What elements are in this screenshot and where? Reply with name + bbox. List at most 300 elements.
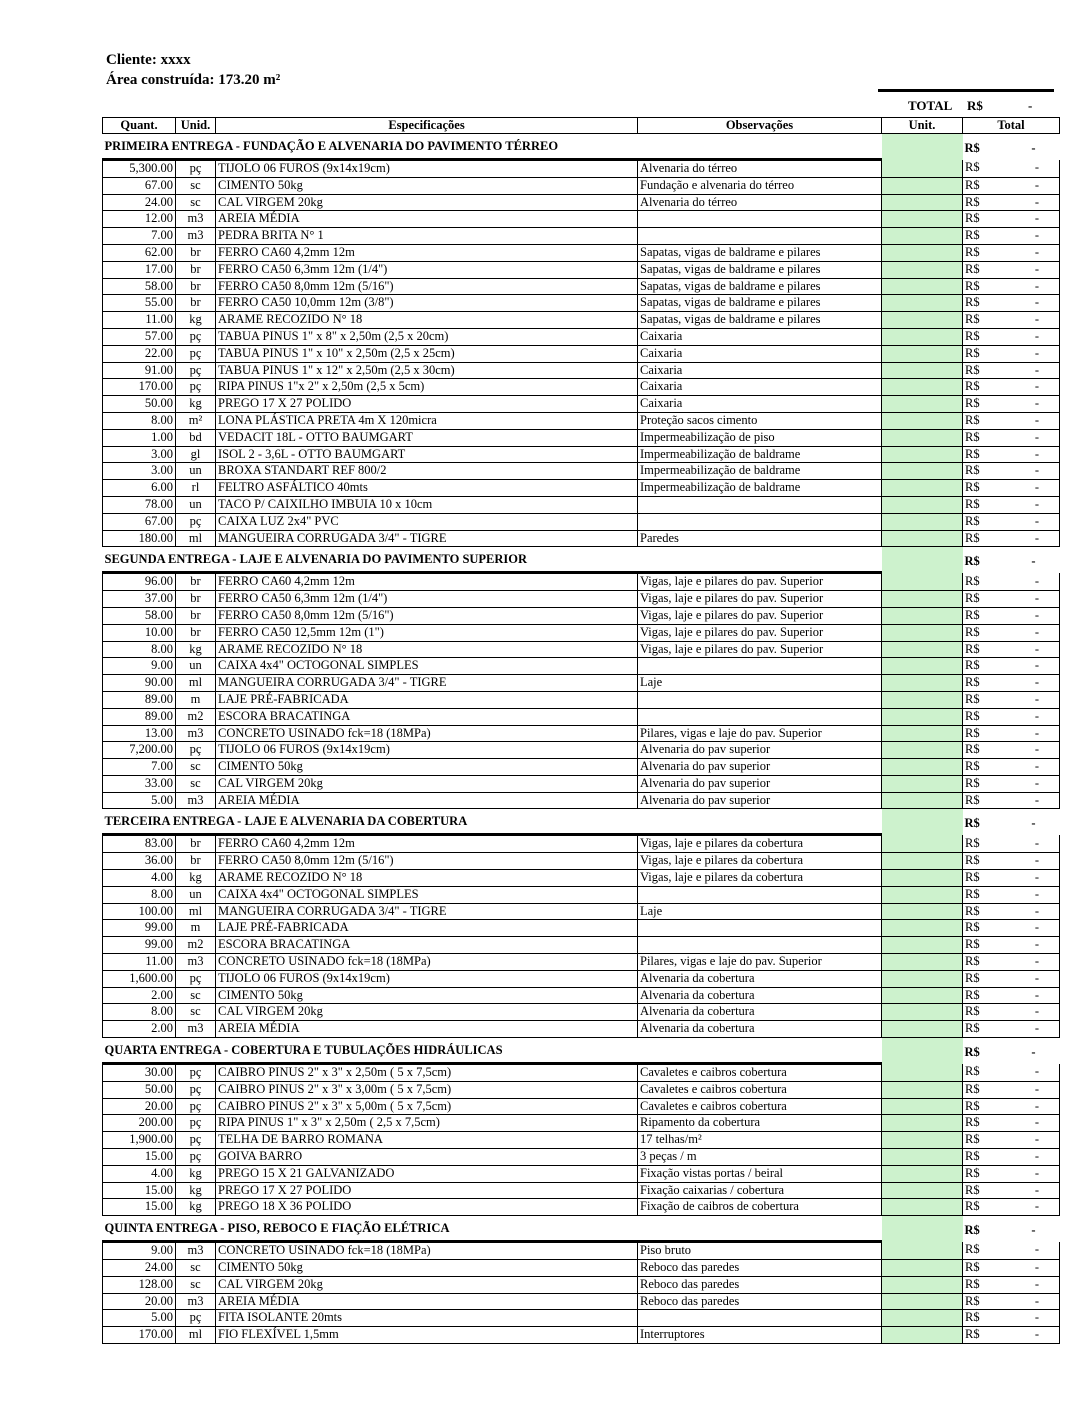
unit-price-cell[interactable] [882,954,963,971]
currency-label: R$ [965,1064,980,1079]
total-value: - [1034,177,1039,192]
currency-label: R$ [965,1132,980,1147]
quantity-cell: 200.00 [103,1115,176,1132]
unit-price-cell[interactable] [882,362,963,379]
table-row [103,759,1060,776]
observation-cell: Proteção sacos cimento [638,412,882,429]
unit-price-cell[interactable] [882,1242,963,1260]
total-value: - [1034,412,1039,427]
currency-label: R$ [964,1222,980,1237]
total-cell [963,920,1060,937]
table-row [103,345,1060,362]
unit-price-cell[interactable] [882,496,963,513]
unit-price-cell[interactable] [882,530,963,547]
unit-cell: pç [176,970,216,987]
currency-label: R$ [965,513,980,528]
currency-label: R$ [965,1004,980,1019]
total-value: - [1034,1098,1039,1113]
quantity-cell: 8.00 [103,412,176,429]
quantity-cell: 2.00 [103,1021,176,1038]
total-cell [963,530,1060,547]
table-row [103,261,1060,278]
table-row [103,312,1060,329]
observation-cell: Alvenaria do pav superior [638,759,882,776]
table-row [103,1327,1060,1344]
unit-cell: m [176,691,216,708]
unit-price-cell[interactable] [882,278,963,295]
observation-cell: Impermeabilização de baldrame [638,446,882,463]
table-row [103,295,1060,312]
unit-price-cell[interactable] [882,244,963,261]
total-cell [963,1199,1060,1216]
unit-price-cell[interactable] [882,607,963,624]
unit-cell: sc [176,987,216,1004]
unit-cell: pç [176,1115,216,1132]
observation-cell: Laje [638,903,882,920]
unit-price-cell[interactable] [882,792,963,809]
table-row [103,641,1060,658]
unit-price-cell[interactable] [882,624,963,641]
unit-cell: bd [176,429,216,446]
total-value: - [1034,244,1039,259]
currency-label: R$ [965,396,980,411]
currency-label: R$ [965,607,980,622]
currency-label: R$ [964,1044,980,1059]
total-value: - [1034,496,1039,511]
unit-cell: kg [176,1199,216,1216]
total-cell [963,446,1060,463]
quantity-cell: 89.00 [103,708,176,725]
unit-cell: un [176,658,216,675]
total-value: - [1034,920,1039,935]
currency-label: R$ [965,675,980,690]
unit-cell: m2 [176,708,216,725]
currency-label: R$ [965,853,980,868]
total-top-rule [878,89,1054,92]
total-value: - [1034,641,1039,656]
quantity-cell: 12.00 [103,211,176,228]
quantity-cell: 91.00 [103,362,176,379]
total-value: - [1034,1115,1039,1130]
unit-cell: ml [176,530,216,547]
unit-cell: sc [176,775,216,792]
currency-label: R$ [965,295,980,310]
total-cell [963,228,1060,245]
currency-label: R$ [965,920,980,935]
unit-price-cell[interactable] [882,177,963,194]
currency-label: R$ [965,244,980,259]
total-cell [963,1021,1060,1038]
unit-price-cell[interactable] [882,1149,963,1166]
observation-cell: Piso bruto [638,1242,882,1260]
specification-cell: FERRO CA60 4,2mm 12m [216,244,638,261]
specification-cell: TELHA DE BARRO ROMANA [216,1132,638,1149]
unit-price-cell[interactable] [882,1276,963,1293]
specification-cell: FITA ISOLANTE 20mts [216,1310,638,1327]
unit-price-cell[interactable] [882,480,963,497]
specification-cell: ESCORA BRACATINGA [216,937,638,954]
quantity-cell: 22.00 [103,345,176,362]
specification-cell: ARAME RECOZIDO N° 18 [216,641,638,658]
observation-cell: Cavaletes e caibros cobertura [638,1081,882,1098]
unit-cell: ml [176,1327,216,1344]
quantity-cell: 1,600.00 [103,970,176,987]
table-row [103,970,1060,987]
unit-price-cell[interactable] [882,328,963,345]
total-cell [963,1293,1060,1310]
observation-cell: Reboco das paredes [638,1260,882,1277]
unit-cell: m [176,920,216,937]
unit-price-cell[interactable] [882,920,963,937]
specification-cell: LAJE PRÉ-FABRICADA [216,691,638,708]
total-value: - [1034,362,1039,377]
quantity-cell: 67.00 [103,513,176,530]
quantity-cell: 99.00 [103,920,176,937]
quantity-cell: 1.00 [103,429,176,446]
currency-label: R$ [965,591,980,606]
total-cell [963,362,1060,379]
unit-cell: pç [176,1081,216,1098]
observation-cell: Sapatas, vigas de baldrame e pilares [638,261,882,278]
specification-cell: PREGO 15 X 21 GALVANIZADO [216,1165,638,1182]
specification-cell: FERRO CA50 8,0mm 12m (5/16") [216,607,638,624]
specification-cell: CIMENTO 50kg [216,1260,638,1277]
unit-price-cell[interactable] [882,261,963,278]
table-row [103,835,1060,853]
unit-cell: pç [176,1149,216,1166]
unit-price-cell[interactable] [882,1182,963,1199]
observation-cell: Caixaria [638,328,882,345]
total-value: - [1034,1260,1039,1275]
quantity-cell: 50.00 [103,396,176,413]
total-value: - [1034,607,1039,622]
unit-price-cell[interactable] [882,759,963,776]
total-value: - [1034,725,1039,740]
unit-cell: m3 [176,228,216,245]
total-cell [963,496,1060,513]
quantity-cell: 99.00 [103,937,176,954]
unit-price-cell[interactable] [882,1260,963,1277]
currency-label: R$ [964,140,980,155]
specification-cell: CAL VIRGEM 20kg [216,1276,638,1293]
observation-cell: Sapatas, vigas de baldrame e pilares [638,295,882,312]
unit-price-cell[interactable] [882,886,963,903]
table-row [103,903,1060,920]
currency-label: R$ [965,954,980,969]
currency-label: R$ [965,463,980,478]
specification-cell: TIJOLO 06 FUROS (9x14x19cm) [216,742,638,759]
quantity-cell: 4.00 [103,1165,176,1182]
section-header-row [103,1216,1060,1242]
col-header-especificacoes: Especificações [216,118,638,134]
total-value: - [1034,792,1039,807]
grand-total-value: - [1028,98,1033,113]
observation-cell: Vigas, laje e pilares do pav. Superior [638,607,882,624]
total-cell [963,937,1060,954]
specification-cell: MANGUEIRA CORRUGADA 3/4" - TIGRE [216,903,638,920]
unit-cell: br [176,278,216,295]
quantity-cell: 24.00 [103,1260,176,1277]
specification-cell: CAIXA 4x4" OCTOGONAL SIMPLES [216,658,638,675]
total-cell [963,742,1060,759]
unit-price-cell[interactable] [882,211,963,228]
currency-label: R$ [965,1242,980,1257]
total-value: - [1034,1081,1039,1096]
observation-cell [638,886,882,903]
unit-price-cell[interactable] [882,937,963,954]
quantity-cell: 5.00 [103,792,176,809]
unit-price-cell[interactable] [882,194,963,211]
specification-cell: TABUA PINUS 1" x 10" x 2,50m (2,5 x 25cm) [216,345,638,362]
currency-label: R$ [965,480,980,495]
specification-cell: TIJOLO 06 FUROS (9x14x19cm) [216,970,638,987]
total-value: - [1034,1165,1039,1180]
section-title: QUARTA ENTREGA - COBERTURA E TUBULAÇÕES HIDRÁULICAS [103,1038,882,1064]
unit-price-cell[interactable] [882,160,963,178]
unit-price-cell[interactable] [882,1310,963,1327]
quantity-cell: 20.00 [103,1293,176,1310]
table-row [103,1199,1060,1216]
table-row [103,1293,1060,1310]
specification-cell: ARAME RECOZIDO N° 18 [216,870,638,887]
unit-cell: m3 [176,954,216,971]
unit-price-cell[interactable] [882,1004,963,1021]
total-value: - [1034,759,1039,774]
currency-label: R$ [965,1081,980,1096]
specification-cell: PREGO 17 X 27 POLIDO [216,1182,638,1199]
unit-price-cell[interactable] [882,775,963,792]
unit-price-cell[interactable] [882,429,963,446]
col-header-quant: Quant. [103,118,176,134]
unit-cell: un [176,886,216,903]
unit-price-cell[interactable] [882,987,963,1004]
specification-cell: FERRO CA50 8,0mm 12m (5/16") [216,278,638,295]
unit-price-cell[interactable] [882,573,963,591]
unit-cell: kg [176,396,216,413]
quantity-cell: 36.00 [103,853,176,870]
unit-price-cell[interactable] [882,446,963,463]
observation-cell: Alvenaria do pav superior [638,792,882,809]
unit-price-cell[interactable] [882,691,963,708]
currency-label: R$ [965,261,980,276]
unit-cell: br [176,244,216,261]
table-row [103,691,1060,708]
unit-price-cell[interactable] [882,870,963,887]
section-header-row [103,547,1060,573]
table-row [103,177,1060,194]
observation-cell [638,920,882,937]
total-value: - [1034,1021,1039,1036]
section-total-cell [963,809,1060,835]
specification-cell: FERRO CA60 4,2mm 12m [216,835,638,853]
unit-price-cell[interactable] [882,396,963,413]
unit-price-cell[interactable] [882,675,963,692]
unit-price-cell[interactable] [882,513,963,530]
currency-label: R$ [965,1098,980,1113]
specification-cell: FERRO CA50 6,3mm 12m (1/4") [216,261,638,278]
table-row [103,1021,1060,1038]
observation-cell: 3 peças / m [638,1149,882,1166]
observation-cell: Vigas, laje e pilares do pav. Superior [638,591,882,608]
table-row [103,1064,1060,1082]
total-cell [963,870,1060,887]
total-cell [963,607,1060,624]
quantity-cell: 8.00 [103,641,176,658]
observation-cell: Alvenaria da cobertura [638,1021,882,1038]
section-total-cell [963,134,1060,160]
unit-price-cell[interactable] [882,708,963,725]
total-value: - [1034,312,1039,327]
table-row [103,379,1060,396]
unit-price-cell[interactable] [882,312,963,329]
observation-cell: 17 telhas/m² [638,1132,882,1149]
total-value: - [1034,1310,1039,1325]
total-cell [963,160,1060,178]
unit-price-cell[interactable] [882,1165,963,1182]
table-row [103,607,1060,624]
observation-cell: Laje [638,675,882,692]
unit-price-cell[interactable] [882,1199,963,1216]
observation-cell [638,708,882,725]
total-value: - [1034,429,1039,444]
table-row [103,987,1060,1004]
table-row [103,658,1060,675]
unit-price-cell[interactable] [882,1132,963,1149]
total-cell [963,792,1060,809]
unit-price-cell[interactable] [882,903,963,920]
specification-cell: AREIA MÉDIA [216,211,638,228]
total-value: - [1034,1132,1039,1147]
unit-price-cell[interactable] [882,835,963,853]
quantity-cell: 90.00 [103,675,176,692]
quantity-cell: 128.00 [103,1276,176,1293]
unit-price-cell[interactable] [882,1115,963,1132]
total-value: - [1034,954,1039,969]
unit-cell: br [176,261,216,278]
currency-label: R$ [965,987,980,1002]
quantity-cell: 9.00 [103,1242,176,1260]
unit-cell: pç [176,379,216,396]
observation-cell: Caixaria [638,396,882,413]
unit-cell: sc [176,177,216,194]
quantity-cell: 67.00 [103,177,176,194]
table-row [103,1081,1060,1098]
quantity-cell: 5,300.00 [103,160,176,178]
unit-price-cell[interactable] [882,345,963,362]
area-value: 173.20 m² [218,72,281,88]
unit-price-cell[interactable] [882,1081,963,1098]
unit-price-cell[interactable] [882,228,963,245]
quantity-cell: 180.00 [103,530,176,547]
observation-cell: Sapatas, vigas de baldrame e pilares [638,244,882,261]
observation-cell: Fixação de caibros de cobertura [638,1199,882,1216]
total-value: - [1034,160,1039,175]
unit-price-cell[interactable] [882,641,963,658]
section-header-row [103,809,1060,835]
total-cell [963,328,1060,345]
total-cell [963,412,1060,429]
unit-price-cell[interactable] [882,658,963,675]
quantity-cell: 96.00 [103,573,176,591]
observation-cell: Impermeabilização de baldrame [638,463,882,480]
unit-cell: rl [176,480,216,497]
observation-cell: Cavaletes e caibros cobertura [638,1098,882,1115]
unit-price-cell[interactable] [882,853,963,870]
quantity-cell: 62.00 [103,244,176,261]
unit-price-cell[interactable] [882,591,963,608]
total-value: - [1034,691,1039,706]
unit-price-cell[interactable] [882,1021,963,1038]
currency-label: R$ [965,641,980,656]
unit-price-cell[interactable] [882,1098,963,1115]
quantity-cell: 6.00 [103,480,176,497]
total-value: - [1034,1199,1039,1214]
unit-cell: m3 [176,211,216,228]
table-row [103,853,1060,870]
unit-cell: sc [176,759,216,776]
unit-price-cell[interactable] [882,970,963,987]
unit-price-cell[interactable] [882,1293,963,1310]
table-row [103,920,1060,937]
unit-price-cell[interactable] [882,742,963,759]
quantity-cell: 50.00 [103,1081,176,1098]
table-row [103,228,1060,245]
table-row [103,1115,1060,1132]
table-row [103,792,1060,809]
table-row [103,708,1060,725]
observation-cell: Vigas, laje e pilares do pav. Superior [638,573,882,591]
total-cell [963,1081,1060,1098]
currency-label: R$ [965,759,980,774]
observation-cell: Paredes [638,530,882,547]
unit-price-cell[interactable] [882,412,963,429]
unit-cell: ml [176,903,216,920]
unit-price-cell[interactable] [882,725,963,742]
section-total-value: - [1031,815,1036,830]
unit-price-cell[interactable] [882,1327,963,1344]
unit-cell: pç [176,513,216,530]
currency-label: R$ [965,530,980,545]
unit-cell: pç [176,1064,216,1082]
grand-total-currency: R$ [967,98,983,113]
section-unit-cell [882,134,963,160]
unit-price-cell[interactable] [882,463,963,480]
unit-price-cell[interactable] [882,295,963,312]
unit-price-cell[interactable] [882,1064,963,1082]
col-header-total: Total [963,118,1060,134]
observation-cell: Alvenaria da cobertura [638,970,882,987]
currency-label: R$ [965,775,980,790]
total-value: - [1034,194,1039,209]
specification-cell: FERRO CA50 10,0mm 12m (3/8") [216,295,638,312]
col-header-observacoes: Observações [638,118,882,134]
currency-label: R$ [965,1276,980,1291]
currency-label: R$ [965,1293,980,1308]
total-value: - [1034,1242,1039,1257]
quantity-cell: 83.00 [103,835,176,853]
unit-price-cell[interactable] [882,379,963,396]
table-row [103,591,1060,608]
quantity-cell: 7.00 [103,228,176,245]
table-row [103,1098,1060,1115]
total-cell [963,658,1060,675]
total-value: - [1034,379,1039,394]
section-title: TERCEIRA ENTREGA - LAJE E ALVENARIA DA COBERTURA [103,809,882,835]
currency-label: R$ [965,379,980,394]
unit-cell: m2 [176,937,216,954]
observation-cell: Sapatas, vigas de baldrame e pilares [638,312,882,329]
quantity-cell: 33.00 [103,775,176,792]
